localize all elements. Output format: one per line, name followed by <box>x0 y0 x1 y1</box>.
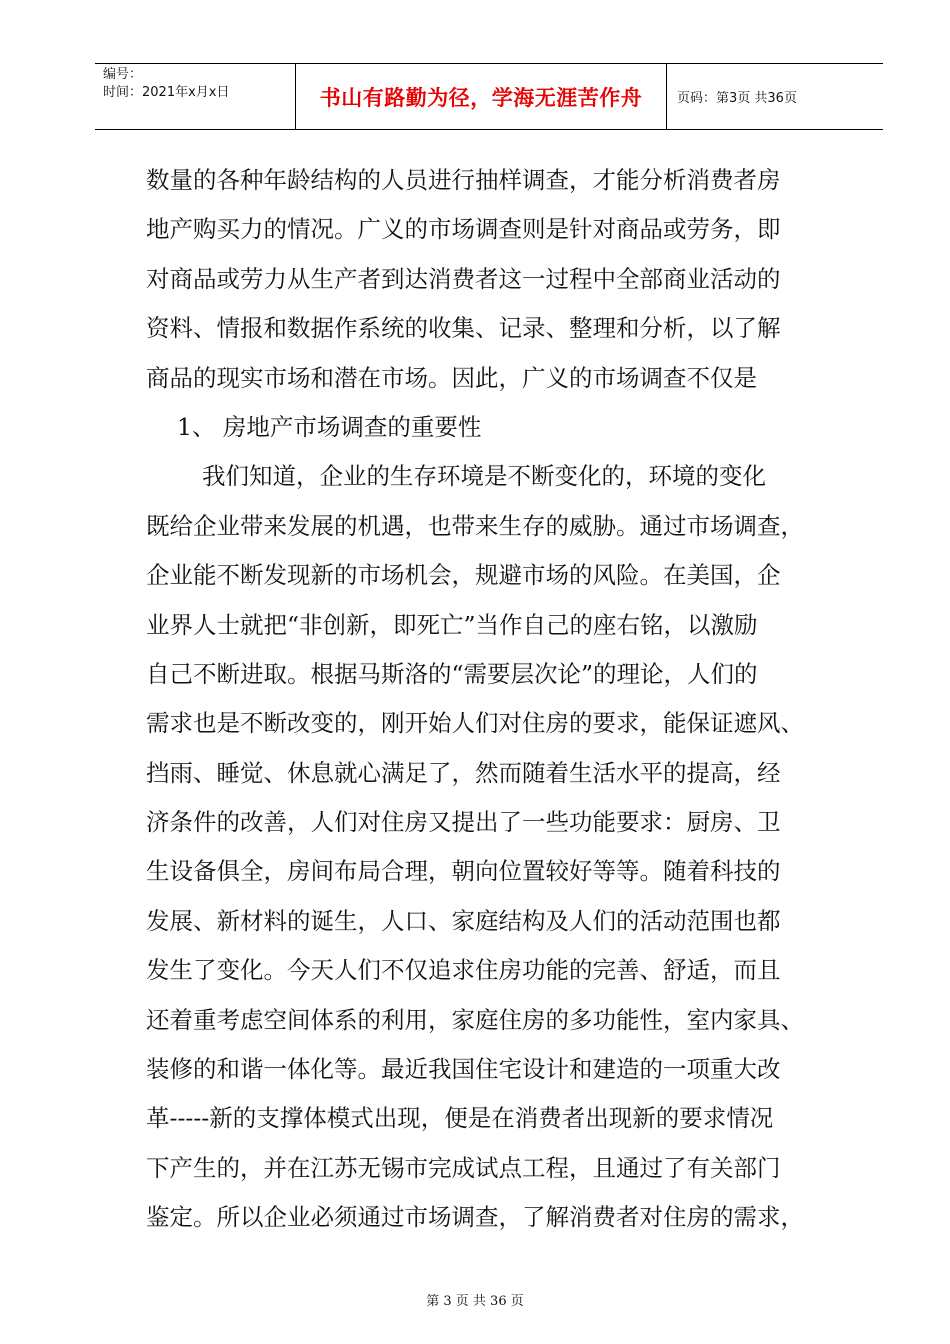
body-line: 下产生的，并在江苏无锡市完成试点工程，且通过了有关部门 <box>146 1153 781 1182</box>
body-line: 鉴定。所以企业必须通过市场调查，了解消费者对住房的需求， <box>146 1203 804 1232</box>
header-page-code: 页码：第3页 共36页 <box>677 91 797 106</box>
header-motto-cell <box>295 64 667 129</box>
section-heading: 1、 房地产市场调查的重要性 <box>177 412 482 441</box>
page-footer: 第 3 页 共 36 页 <box>426 1294 524 1309</box>
body-line: 资料、情报和数据作系统的收集、记录、整理和分析，以了解 <box>146 314 781 343</box>
body-line: 对商品或劳力从生产者到达消费者这一过程中全部商业活动的 <box>146 264 781 293</box>
body-line: 济条件的改善，人们对住房又提出了一些功能要求：厨房、卫 <box>146 808 781 837</box>
body-line: 我们知道，企业的生存环境是不断变化的，环境的变化 <box>202 462 766 491</box>
body-line: 发展、新材料的诞生，人口、家庭结构及人们的活动范围也都 <box>146 906 781 935</box>
body-line: 还着重考虑空间体系的利用，家庭住房的多功能性，室内家具、 <box>146 1005 804 1034</box>
body-line: 革-----新的支撑体模式出现，便是在消费者出现新的要求情况 <box>146 1104 774 1133</box>
body-line: 业界人士就把“非创新，即死亡”当作自己的座右铭，以激励 <box>146 610 758 639</box>
body-line: 既给企业带来发展的机遇，也带来生存的威胁。通过市场调查， <box>146 511 804 540</box>
body-line: 挡雨、睡觉、休息就心满足了，然而随着生活水平的提高，经 <box>146 758 781 787</box>
body-line: 生设备俱全，房间布局合理，朝向位置较好等等。随着科技的 <box>146 857 781 886</box>
body-line: 商品的现实市场和潜在市场。因此，广义的市场调查不仅是 <box>146 363 757 392</box>
body-line: 装修的和谐一体化等。最近我国住宅设计和建造的一项重大改 <box>146 1055 781 1084</box>
body-line: 自己不断进取。根据马斯洛的“需要层次论”的理论，人们的 <box>146 659 758 688</box>
body-line: 地产购买力的情况。广义的市场调查则是针对商品或劳务，即 <box>146 215 781 244</box>
page-header <box>95 63 883 130</box>
header-motto: 书山有路勤为径，学海无涯苦作舟 <box>319 85 643 110</box>
document-body <box>146 156 846 1243</box>
body-line: 发生了变化。今天人们不仅追求住房功能的完善、舒适，而且 <box>146 956 781 985</box>
body-line: 企业能不断发现新的市场机会，规避市场的风险。在美国，企 <box>146 561 781 590</box>
header-meta-cell <box>95 64 295 129</box>
document-number-label: 编号： <box>103 67 143 82</box>
body-line: 数量的各种年龄结构的人员进行抽样调查，才能分析消费者房 <box>146 166 781 194</box>
document-time-label: 时间：2021年x月x日 <box>103 85 230 100</box>
header-page-cell <box>667 64 883 129</box>
body-line: 需求也是不断改变的，刚开始人们对住房的要求，能保证遮风、 <box>146 709 804 738</box>
